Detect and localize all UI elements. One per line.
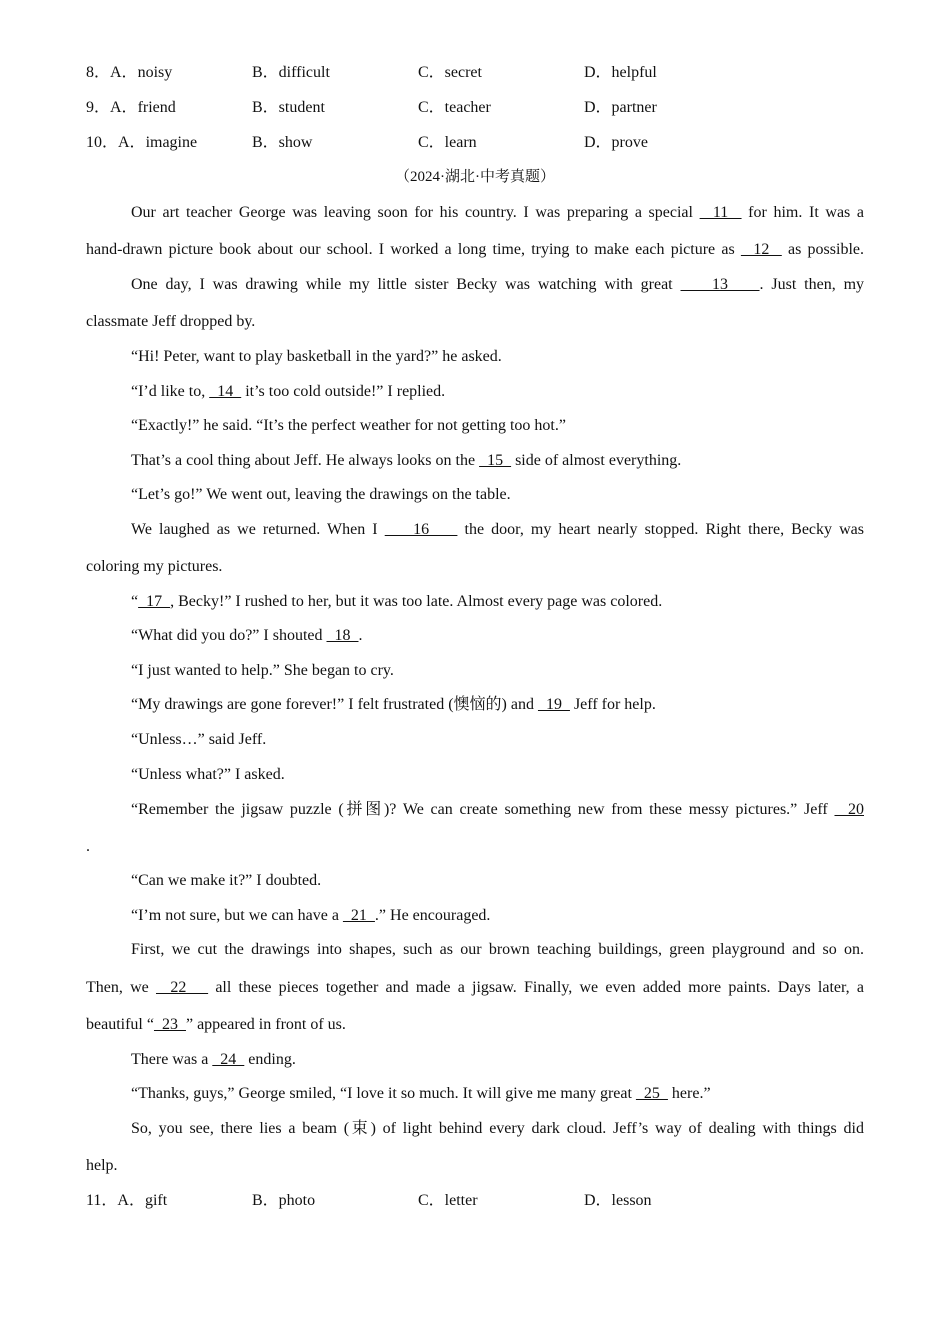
passage-line: “Unless what?” I asked. bbox=[131, 766, 285, 783]
passage-line: coloring my pictures. bbox=[86, 558, 223, 575]
passage-line: Our art teacher George was leaving soon for his country. I was preparing a special 11 for him. It was a bbox=[131, 204, 865, 221]
blank-25[interactable]: 25 bbox=[635, 1085, 668, 1102]
option-a: 9．A．friend bbox=[86, 99, 176, 116]
option-b: B．show bbox=[252, 134, 313, 151]
option-c: C．secret bbox=[418, 64, 482, 81]
blank-11[interactable]: 11 bbox=[699, 204, 742, 221]
passage-line: help. bbox=[86, 1157, 118, 1174]
passage-line: “I just wanted to help.” She began to cry. bbox=[131, 662, 394, 679]
option-d: D．prove bbox=[584, 134, 648, 151]
option-c: C．letter bbox=[418, 1192, 478, 1209]
passage-line: So, you see, there lies a beam (束) of light behind every dark cloud. Jeff’s way of dealing with things did bbox=[131, 1120, 864, 1137]
passage-line: “My drawings are gone forever!” I felt frustrated (懊恼的) and 19 Jeff for help. bbox=[131, 696, 656, 713]
passage-line: “I’m not sure, but we can have a 21 .” He encouraged. bbox=[131, 907, 491, 924]
option-d: D．helpful bbox=[584, 64, 657, 81]
passage-line: “Let’s go!” We went out, leaving the drawings on the table. bbox=[131, 486, 511, 503]
option-a: 8．A．noisy bbox=[86, 64, 173, 81]
question-9-options bbox=[86, 100, 886, 120]
passage-line: “Exactly!” he said. “It’s the perfect weather for not getting too hot.” bbox=[131, 417, 566, 434]
question-11-options bbox=[86, 1193, 886, 1213]
option-d: D．partner bbox=[584, 99, 657, 116]
option-d: D．lesson bbox=[584, 1192, 652, 1209]
passage-line: First, we cut the drawings into shapes, such as our brown teaching buildings, green playground and so on. bbox=[131, 941, 864, 958]
passage-line: “I’d like to, 14 it’s too cold outside!” I replied. bbox=[131, 383, 446, 400]
option-a: 10．A．imagine bbox=[86, 134, 198, 151]
passage-line: “ 17 , Becky!” I rushed to her, but it was too late. Almost every page was colored. bbox=[131, 593, 663, 610]
blank-14[interactable]: 14 bbox=[209, 383, 242, 400]
blank-17[interactable]: 17 bbox=[138, 593, 171, 610]
passage-line: classmate Jeff dropped by. bbox=[86, 313, 256, 330]
passage-line: . bbox=[86, 838, 90, 855]
blank-20[interactable]: 20 bbox=[834, 801, 864, 818]
question-10-options bbox=[86, 135, 886, 155]
passage-line: hand-drawn picture book about our school. I worked a long time, trying to make each picture as 12 as possible. bbox=[86, 241, 864, 258]
option-a: 11．A．gift bbox=[86, 1192, 168, 1209]
option-b: B．photo bbox=[252, 1192, 316, 1209]
blank-23[interactable]: 23 bbox=[153, 1016, 186, 1033]
passage-line: “Can we make it?” I doubted. bbox=[131, 872, 322, 889]
passage-line: Then, we 22 all these pieces together and made a jigsaw. Finally, we even added more paints. Days later, a bbox=[86, 979, 864, 996]
blank-22[interactable]: 22 bbox=[155, 979, 209, 996]
blank-18[interactable]: 18 bbox=[326, 627, 359, 644]
blank-24[interactable]: 24 bbox=[212, 1051, 245, 1068]
option-c: C．teacher bbox=[418, 99, 491, 116]
passage-line: We laughed as we returned. When I 16 the door, my heart nearly stopped. Right there, Becky was bbox=[131, 521, 865, 538]
option-c: C．learn bbox=[418, 134, 477, 151]
passage-line: “Remember the jigsaw puzzle (拼图)? We can create something new from these messy pictures.” Jeff 20 bbox=[131, 801, 864, 818]
question-8-options bbox=[86, 65, 886, 85]
passage-line: “Thanks, guys,” George smiled, “I love it so much. It will give me many great 25 here.” bbox=[131, 1085, 711, 1102]
blank-15[interactable]: 15 bbox=[479, 452, 512, 469]
passage-line: “Unless…” said Jeff. bbox=[131, 731, 267, 748]
blank-13[interactable]: 13 bbox=[680, 276, 760, 293]
passage-line: One day, I was drawing while my little sister Becky was watching with great 13 . Just then, my bbox=[131, 276, 865, 293]
passage-line: That’s a cool thing about Jeff. He always looks on the 15 side of almost everything. bbox=[131, 452, 682, 469]
source-label: （2024·湖北·中考真题） bbox=[395, 169, 555, 185]
option-b: B．difficult bbox=[252, 64, 330, 81]
option-b: B．student bbox=[252, 99, 325, 116]
blank-19[interactable]: 19 bbox=[537, 696, 570, 713]
passage-line: beautiful “ 23 ” appeared in front of us. bbox=[86, 1016, 346, 1033]
blank-21[interactable]: 21 bbox=[342, 907, 375, 924]
passage-line: “What did you do?” I shouted 18 . bbox=[131, 627, 363, 644]
blank-16[interactable]: 16 bbox=[384, 521, 458, 538]
blank-12[interactable]: 12 bbox=[740, 241, 782, 258]
passage-line: “Hi! Peter, want to play basketball in the yard?” he asked. bbox=[131, 348, 502, 365]
passage-line: There was a 24 ending. bbox=[131, 1051, 296, 1068]
